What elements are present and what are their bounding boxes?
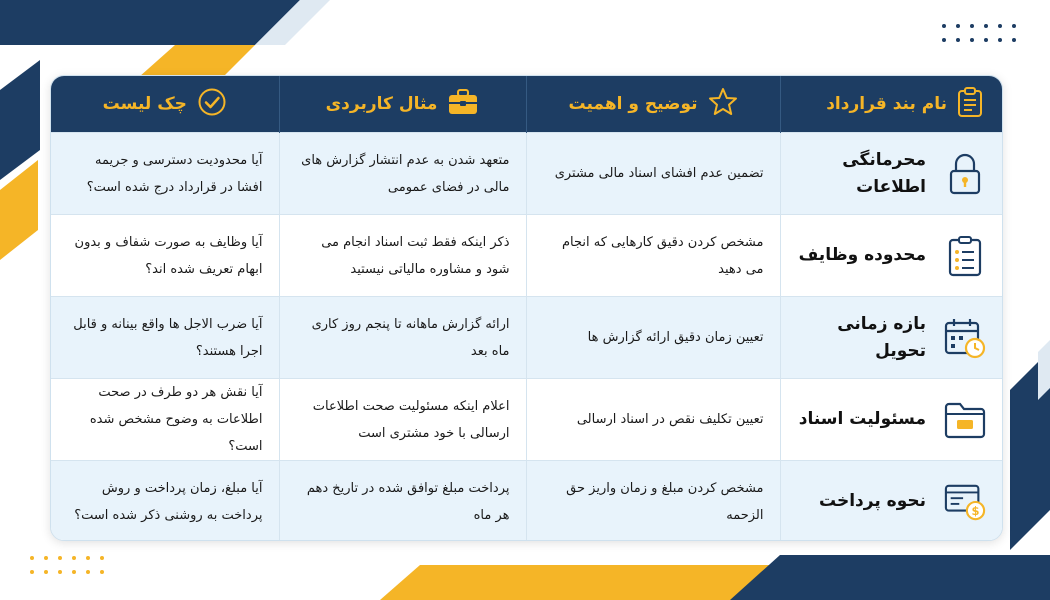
contract-clauses-table [51, 76, 1002, 541]
clause-name: محرمانگی اطلاعات [842, 149, 926, 197]
clipboard-icon [957, 87, 983, 122]
header-label: توضیح و اهمیت [568, 94, 698, 114]
header-example [279, 76, 526, 133]
table-row [51, 133, 1002, 215]
table-row [51, 461, 1002, 542]
table-row [51, 297, 1002, 379]
check-circle-icon [197, 87, 227, 122]
description-cell: تعیین تکلیف نقص در اسناد ارسالی [526, 379, 780, 461]
example-cell: ذکر اینکه فقط ثبت اسناد انجام می شود و مشاوره مالیاتی نیستید [279, 215, 526, 297]
checklist-icon [944, 235, 986, 277]
clause-name-cell [780, 461, 1002, 542]
dots-top-right [942, 24, 1016, 42]
example-cell: اعلام اینکه مسئولیت صحت اطلاعات ارسالی با خود مشتری است [279, 379, 526, 461]
clause-name-cell [780, 133, 1002, 215]
example-cell: ارائه گزارش ماهانه تا پنجم روز کاری ماه بعد [279, 297, 526, 379]
header-description [526, 76, 780, 133]
description-cell: مشخص کردن مبلغ و زمان واریز حق الزحمه [526, 461, 780, 542]
example-cell: متعهد شدن به عدم انتشار گزارش های مالی در فضای عمومی [279, 133, 526, 215]
header-clause-name [780, 76, 1002, 133]
clause-name-cell [780, 297, 1002, 379]
clause-name: بازه زمانی تحویل [837, 313, 926, 361]
lock-icon [944, 153, 986, 195]
checklist-cell: آیا مبلغ، زمان پرداخت و روش پرداخت به روشنی ذکر شده است؟ [51, 461, 279, 542]
header-checklist [51, 76, 279, 133]
dots-bottom-left [30, 556, 104, 574]
bottom-right-decoration [350, 540, 1050, 600]
checklist-cell: آیا نقش هر دو طرف در صحت اطلاعات به وضوح مشخص شده است؟ [51, 379, 279, 461]
invoice-dollar-icon [944, 481, 986, 523]
checklist-cell: آیا محدودیت دسترسی و جریمه افشا در قرارداد درج شده است؟ [51, 133, 279, 215]
svg-text:$: $ [971, 503, 980, 518]
checklist-cell: آیا وظایف به صورت شفاف و بدون ابهام تعریف شده اند؟ [51, 215, 279, 297]
clause-name-cell [780, 215, 1002, 297]
table-row [51, 379, 1002, 461]
star-icon [708, 87, 738, 122]
briefcase-icon [447, 88, 479, 121]
clause-name: مسئولیت اسناد [798, 409, 926, 429]
header-label: چک لیست [102, 94, 187, 114]
header-label: مثال کاربردی [325, 94, 438, 114]
clause-name: نحوه پرداخت [818, 491, 926, 511]
folder-icon [944, 399, 986, 441]
description-cell: مشخص کردن دقیق کارهایی که انجام می دهید [526, 215, 780, 297]
checklist-cell: آیا ضرب الاجل ها واقع بینانه و قابل اجرا هستند؟ [51, 297, 279, 379]
table-header-row [51, 76, 1002, 133]
example-cell: پرداخت مبلغ توافق شده در تاریخ دهم هر ماه [279, 461, 526, 542]
calendar-clock-icon [944, 317, 986, 359]
description-cell: تعیین زمان دقیق ارائه گزارش ها [526, 297, 780, 379]
header-label: نام بند قرارداد [826, 94, 947, 114]
clause-name: محدوده وظایف [798, 245, 926, 265]
table-row [51, 215, 1002, 297]
clause-name-cell [780, 379, 1002, 461]
description-cell: تضمین عدم افشای اسناد مالی مشتری [526, 133, 780, 215]
contract-clauses-card [50, 75, 1003, 541]
